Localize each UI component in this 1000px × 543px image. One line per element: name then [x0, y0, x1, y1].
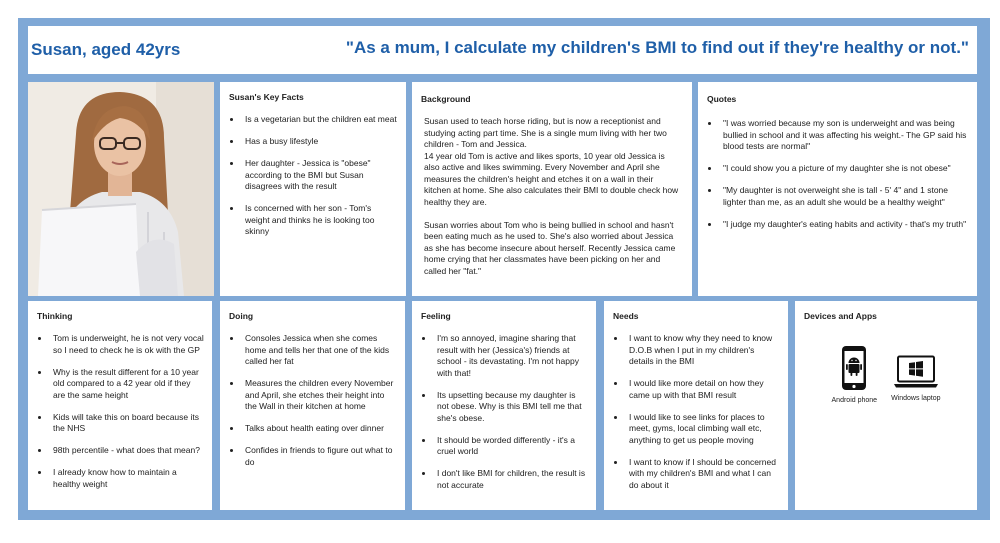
thinking-card [28, 301, 212, 510]
needs-list [613, 333, 780, 502]
woman-with-laptop-illustration [28, 82, 214, 296]
list-item: • I don't like BMI for children, the result is not accurate [434, 468, 588, 491]
feeling-list [421, 333, 588, 502]
devices-card [795, 301, 977, 510]
list-item: • Tom is underweight, he is not very vocal so I need to check he is ok with the GP [50, 333, 204, 356]
feeling-title: Feeling [421, 311, 451, 321]
key-facts-card [220, 82, 406, 296]
list-item: • I want to know if I should be concerned with my children's BMI and what I can do about it [626, 457, 780, 492]
list-item: • "My daughter is not overweight she is tall - 5' 4" and 1 stone lighter than me, as an adult she would be a healthy weight" [720, 185, 969, 208]
list-item: • Kids will take this on board because its the NHS [50, 412, 204, 435]
background-paragraph-2: 14 year old Tom is active and likes sports, 10 year old Jessica is also active and likes swimming. Every November and April she measures the children's height and etches it on a wall in their kitchen at home. She also calculates their BMI to double check how healthy they are. [424, 150, 679, 207]
quotes-card [698, 82, 977, 296]
list-item: • "I judge my daughter's eating habits and activity - that's my truth" [720, 219, 969, 231]
android-phone-label: Android phone [831, 397, 878, 404]
list-item: • I'm so annoyed, imagine sharing that result with her (Jessica's) friends at school - its devastating. I'm not happy with that! [434, 333, 588, 379]
list-item: • I would like to see links for places to meet, gyms, local climbing wall etc, anything to get us people moving [626, 412, 780, 447]
list-item: • I would like more detail on how they came up with that BMI result [626, 378, 780, 401]
persona-board [18, 18, 990, 520]
header-banner [28, 26, 977, 74]
doing-card [220, 301, 405, 510]
needs-title: Needs [613, 311, 639, 321]
needs-card [604, 301, 788, 510]
thinking-title: Thinking [37, 311, 73, 321]
key-facts-title: Susan's Key Facts [229, 92, 304, 102]
background-paragraph-3: Susan worries about Tom who is being bullied in school and hasn't been eating much as he used to. She's also worried about Jessica as she has become insecure about herself. Recently Jessica came home crying that her classmates have been picking on her and called her "fat." [424, 219, 676, 276]
list-item: • Confides in friends to figure out what to do [242, 445, 397, 468]
persona-photo [28, 82, 214, 296]
background-paragraph-1: Susan used to teach horse riding, but is now a receptionist and studying acting part time. She is a single mum living with her two children - Tom and Jessica. [424, 116, 667, 149]
background-title: Background [421, 94, 471, 104]
windows-device [891, 345, 940, 404]
list-item: • Is a vegetarian but the children eat meat [242, 114, 398, 126]
background-text [424, 116, 682, 277]
quotes-title: Quotes [707, 94, 737, 104]
list-item: • It should be worded differently - it's a cruel world [434, 435, 588, 458]
key-facts-list [229, 114, 398, 248]
list-item: • I already know how to maintain a healthy weight [50, 467, 204, 490]
quotes-list [707, 118, 969, 241]
persona-name: Susan, aged 42yrs [31, 40, 181, 59]
windows-laptop-icon [894, 355, 938, 389]
windows-laptop-label: Windows laptop [891, 395, 941, 402]
list-item: • Its upsetting because my daughter is not obese. Why is this BMI tell me that she's obese. [434, 390, 588, 425]
list-item: • Her daughter - Jessica is "obese" according to the BMI but Susan disagrees with the result [242, 158, 398, 193]
list-item: • I want to know why they need to know D.O.B when I put in my children's details in the BMI [626, 333, 780, 368]
persona-quote: "As a mum, I calculate my children's BMI to find out if they're healthy or not." [345, 38, 969, 57]
list-item: • Talks about health eating over dinner [242, 423, 397, 435]
list-item: • Why is the result different for a 10 year old compared to a 42 year old if they are the same height [50, 367, 204, 402]
thinking-list [37, 333, 204, 501]
list-item: • 98th percentile - what does that mean? [50, 445, 204, 457]
background-card [412, 82, 692, 296]
list-item: • "I could show you a picture of my daughter she is not obese" [720, 163, 969, 175]
list-item: • Measures the children every November and April, she etches their height into the Wall in their kitchen at home [242, 378, 397, 413]
android-phone-icon [841, 345, 867, 391]
doing-title: Doing [229, 311, 254, 321]
list-item: • Has a busy lifestyle [242, 136, 398, 148]
list-item: • Consoles Jessica when she comes home and tells her that one of the kids called her fat [242, 333, 397, 368]
android-device [832, 345, 878, 404]
doing-list [229, 333, 397, 479]
devices-list [795, 345, 977, 404]
list-item: • "I was worried because my son is underweight and was being bullied in school and it was affecting his weight.- The GP said his blood tests are normal" [720, 118, 969, 153]
devices-title: Devices and Apps [804, 311, 877, 321]
feeling-card [412, 301, 596, 510]
list-item: • Is concerned with her son - Tom's weight and thinks he is looking too skinny [242, 203, 398, 238]
